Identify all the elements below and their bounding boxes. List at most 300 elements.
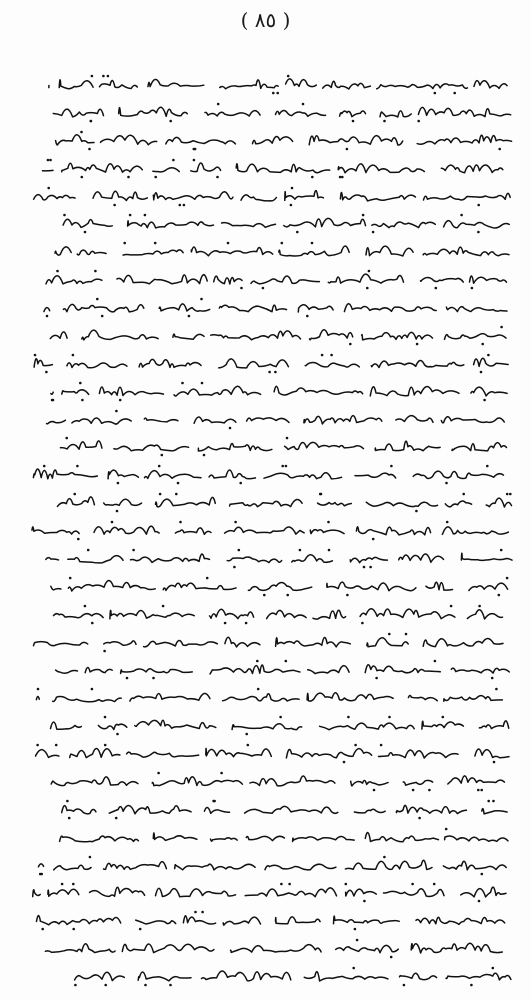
ink-stroke bbox=[442, 527, 508, 534]
ink-stroke bbox=[130, 694, 210, 702]
ink-stroke bbox=[135, 720, 216, 728]
ink-dot bbox=[81, 175, 84, 178]
ink-stroke bbox=[100, 80, 138, 88]
ink-dot bbox=[345, 883, 348, 886]
ink-dot bbox=[453, 92, 456, 95]
ink-dot bbox=[354, 744, 357, 747]
ink-stroke bbox=[236, 163, 330, 172]
ink-dot bbox=[411, 883, 414, 886]
ink-dot bbox=[281, 242, 284, 245]
ink-dot bbox=[91, 75, 94, 78]
ink-dot bbox=[123, 242, 126, 245]
ink-stroke bbox=[68, 580, 155, 590]
handwritten-line bbox=[28, 544, 516, 570]
ink-stroke bbox=[293, 836, 355, 841]
ink-dot bbox=[492, 967, 495, 970]
ink-dot bbox=[299, 549, 302, 552]
ink-stroke bbox=[486, 498, 511, 507]
handwritten-line-strokes bbox=[28, 683, 516, 709]
ink-stroke bbox=[183, 916, 215, 924]
ink-stroke bbox=[63, 304, 143, 311]
handwritten-line-strokes bbox=[28, 377, 516, 403]
ink-dot bbox=[247, 744, 250, 747]
ink-stroke bbox=[340, 192, 415, 200]
ink-dot bbox=[372, 538, 375, 541]
ink-dot bbox=[373, 789, 376, 792]
ink-stroke bbox=[159, 304, 210, 311]
ink-stroke bbox=[55, 247, 71, 255]
ink-dot bbox=[412, 789, 415, 792]
ink-stroke bbox=[365, 665, 440, 673]
ink-stroke bbox=[474, 358, 509, 366]
ink-dot bbox=[80, 130, 83, 133]
ink-dot bbox=[72, 353, 75, 356]
ink-dot bbox=[47, 158, 50, 161]
handwritten-line-strokes bbox=[28, 237, 516, 263]
ink-dot bbox=[217, 103, 220, 106]
ink-dot bbox=[96, 298, 99, 301]
ink-stroke bbox=[371, 360, 464, 367]
ink-stroke bbox=[210, 609, 254, 618]
ink-stroke bbox=[292, 555, 333, 563]
ink-stroke bbox=[191, 163, 221, 172]
ink-dot bbox=[481, 343, 484, 346]
ink-stroke bbox=[355, 473, 396, 478]
handwritten-line bbox=[28, 795, 516, 821]
ink-stroke bbox=[253, 136, 293, 143]
ink-dot bbox=[375, 677, 378, 680]
ink-stroke bbox=[354, 809, 385, 813]
ink-dot bbox=[88, 147, 91, 150]
ink-dot bbox=[434, 92, 437, 95]
ink-dot bbox=[90, 120, 93, 123]
ink-stroke bbox=[448, 776, 505, 784]
ink-stroke bbox=[44, 308, 50, 312]
ink-stroke bbox=[284, 219, 366, 228]
handwritten-line-strokes bbox=[28, 321, 516, 347]
ink-stroke bbox=[286, 749, 371, 758]
ink-stroke bbox=[122, 944, 214, 953]
ink-dot bbox=[129, 214, 132, 217]
ink-stroke bbox=[396, 805, 466, 813]
ink-dot bbox=[405, 632, 408, 635]
ink-dot bbox=[492, 800, 495, 803]
ink-dot bbox=[46, 315, 49, 318]
page-number: ( ٨٥ ) bbox=[240, 8, 291, 32]
ink-dot bbox=[162, 604, 165, 607]
handwritten-line bbox=[28, 377, 516, 403]
ink-stroke bbox=[426, 582, 453, 590]
ink-dot bbox=[462, 493, 465, 496]
ink-dot bbox=[200, 298, 203, 301]
ink-dot bbox=[111, 521, 114, 524]
handwritten-line bbox=[28, 237, 516, 263]
handwritten-text-block bbox=[28, 70, 516, 990]
ink-dot bbox=[63, 214, 66, 217]
ink-stroke bbox=[367, 637, 408, 646]
ink-dot bbox=[193, 158, 196, 161]
ink-dot bbox=[126, 677, 129, 680]
ink-stroke bbox=[51, 392, 53, 394]
ink-dot bbox=[363, 566, 366, 569]
ink-stroke bbox=[469, 583, 508, 590]
ink-stroke bbox=[54, 865, 91, 870]
ink-stroke bbox=[47, 420, 66, 424]
ink-stroke bbox=[33, 469, 97, 479]
ink-stroke bbox=[452, 443, 507, 451]
ink-dot bbox=[356, 939, 359, 942]
ink-stroke bbox=[175, 528, 211, 534]
ink-stroke bbox=[350, 557, 387, 562]
ink-stroke bbox=[202, 971, 291, 981]
ink-stroke bbox=[174, 386, 261, 396]
ink-stroke bbox=[418, 107, 510, 116]
ink-dot bbox=[177, 482, 180, 485]
ink-stroke bbox=[230, 500, 303, 507]
handwritten-line bbox=[28, 600, 516, 626]
handwritten-line bbox=[28, 906, 516, 932]
ink-dot bbox=[256, 660, 259, 663]
ink-stroke bbox=[444, 221, 510, 228]
ink-stroke bbox=[377, 84, 468, 89]
ink-dot bbox=[144, 214, 147, 217]
ink-dot bbox=[363, 900, 366, 903]
ink-stroke bbox=[51, 777, 138, 786]
ink-dot bbox=[115, 817, 118, 820]
handwritten-line bbox=[28, 182, 516, 208]
ink-dot bbox=[262, 287, 265, 290]
ink-dot bbox=[321, 353, 324, 356]
ink-dot bbox=[91, 688, 94, 691]
handwritten-line bbox=[28, 878, 516, 904]
ink-dot bbox=[127, 175, 130, 178]
ink-dot bbox=[175, 493, 178, 496]
handwritten-line bbox=[28, 823, 516, 849]
ink-stroke bbox=[153, 833, 197, 840]
handwritten-line bbox=[28, 934, 516, 960]
ink-stroke bbox=[413, 471, 503, 478]
ink-dot bbox=[352, 967, 355, 970]
ink-dot bbox=[172, 158, 175, 161]
ink-dot bbox=[383, 120, 386, 123]
ink-dot bbox=[65, 437, 68, 440]
ink-stroke bbox=[323, 81, 371, 89]
ink-dot bbox=[34, 353, 37, 356]
handwritten-line bbox=[28, 349, 516, 375]
ink-stroke bbox=[471, 387, 507, 396]
ink-dot bbox=[79, 381, 82, 384]
ink-stroke bbox=[194, 417, 236, 423]
handwritten-line bbox=[28, 516, 516, 542]
ink-stroke bbox=[57, 497, 94, 507]
ink-stroke bbox=[45, 944, 115, 953]
ink-dot bbox=[154, 175, 157, 178]
ink-stroke bbox=[445, 334, 507, 340]
ink-stroke bbox=[62, 805, 96, 813]
ink-stroke bbox=[246, 836, 284, 840]
ink-dot bbox=[268, 370, 271, 373]
ink-dot bbox=[74, 984, 77, 987]
ink-stroke bbox=[309, 135, 403, 144]
ink-dot bbox=[81, 398, 84, 401]
ink-stroke bbox=[204, 807, 229, 813]
ink-stroke bbox=[191, 247, 272, 256]
ink-dot bbox=[36, 744, 39, 747]
ink-stroke bbox=[38, 863, 43, 866]
ink-dot bbox=[274, 370, 277, 373]
ink-stroke bbox=[265, 864, 336, 870]
ink-stroke bbox=[60, 441, 102, 449]
ink-dot bbox=[113, 203, 116, 206]
ink-stroke bbox=[479, 721, 508, 729]
ink-stroke bbox=[351, 780, 388, 785]
ink-stroke bbox=[441, 416, 504, 422]
ink-stroke bbox=[380, 111, 411, 117]
ink-dot bbox=[286, 594, 289, 597]
ink-stroke bbox=[214, 276, 242, 284]
ink-stroke bbox=[445, 501, 471, 507]
ink-dot bbox=[450, 604, 453, 607]
ink-stroke bbox=[206, 748, 271, 756]
ink-dot bbox=[483, 398, 486, 401]
ink-stroke bbox=[34, 359, 52, 367]
ink-dot bbox=[104, 716, 107, 719]
ink-stroke bbox=[286, 79, 317, 87]
ink-stroke bbox=[127, 752, 199, 757]
ink-dot bbox=[157, 772, 160, 775]
ink-stroke bbox=[139, 359, 201, 367]
ink-stroke bbox=[119, 107, 188, 116]
ink-dot bbox=[390, 465, 393, 468]
ink-stroke bbox=[227, 557, 281, 563]
handwritten-line-strokes bbox=[28, 823, 516, 849]
handwritten-line bbox=[28, 154, 516, 180]
handwritten-line-strokes bbox=[28, 516, 516, 542]
ink-stroke bbox=[304, 415, 382, 423]
ink-dot bbox=[346, 594, 349, 597]
ink-dot bbox=[40, 872, 43, 875]
ink-stroke bbox=[411, 944, 502, 954]
handwritten-line bbox=[28, 98, 516, 124]
ink-dot bbox=[347, 716, 350, 719]
ink-stroke bbox=[250, 776, 335, 786]
ink-stroke bbox=[417, 135, 511, 144]
ink-dot bbox=[279, 716, 282, 719]
ink-dot bbox=[290, 203, 293, 206]
ink-stroke bbox=[340, 111, 366, 117]
ink-stroke bbox=[166, 137, 236, 144]
ink-dot bbox=[234, 521, 237, 524]
ink-stroke bbox=[50, 332, 67, 339]
ink-stroke bbox=[72, 417, 131, 423]
ink-stroke bbox=[128, 221, 214, 228]
ink-stroke bbox=[109, 805, 191, 813]
ink-stroke bbox=[153, 167, 179, 171]
handwritten-line-strokes bbox=[28, 265, 516, 291]
ink-stroke bbox=[372, 222, 435, 228]
ink-stroke bbox=[441, 165, 503, 173]
ink-dot bbox=[61, 883, 64, 886]
ink-stroke bbox=[156, 889, 236, 897]
ink-stroke bbox=[482, 809, 507, 814]
ink-dot bbox=[486, 465, 489, 468]
ink-dot bbox=[152, 677, 155, 680]
ink-stroke bbox=[474, 81, 507, 89]
ink-dot bbox=[194, 911, 197, 914]
ink-stroke bbox=[34, 194, 76, 199]
ink-dot bbox=[66, 800, 69, 803]
ink-stroke bbox=[62, 163, 143, 172]
ink-dot bbox=[380, 744, 383, 747]
ink-stroke bbox=[424, 193, 511, 200]
ink-stroke bbox=[99, 387, 163, 396]
ink-stroke bbox=[53, 697, 122, 702]
ink-stroke bbox=[68, 556, 123, 563]
ink-dot bbox=[216, 175, 219, 178]
ink-stroke bbox=[318, 503, 352, 506]
ink-dot bbox=[169, 984, 172, 987]
ink-dot bbox=[480, 370, 483, 373]
ink-stroke bbox=[461, 888, 506, 898]
ink-stroke bbox=[445, 836, 508, 841]
ink-dot bbox=[119, 398, 122, 401]
ink-dot bbox=[286, 437, 289, 440]
handwritten-line-strokes bbox=[28, 126, 516, 152]
ink-stroke bbox=[123, 250, 183, 255]
ink-dot bbox=[477, 203, 480, 206]
ink-dot bbox=[388, 632, 391, 635]
handwritten-line bbox=[28, 460, 516, 486]
ink-dot bbox=[183, 203, 186, 206]
ink-stroke bbox=[344, 304, 436, 312]
ink-dot bbox=[227, 242, 230, 245]
ink-stroke bbox=[247, 417, 289, 422]
ink-stroke bbox=[108, 470, 138, 479]
ink-dot bbox=[352, 120, 355, 123]
ink-dot bbox=[224, 621, 227, 624]
ink-dot bbox=[94, 270, 97, 273]
ink-dot bbox=[89, 855, 92, 858]
ink-dot bbox=[240, 287, 243, 290]
handwritten-line-strokes bbox=[28, 488, 516, 514]
handwritten-line-strokes bbox=[28, 432, 516, 458]
ink-dot bbox=[491, 677, 494, 680]
ink-dot bbox=[139, 928, 142, 931]
ink-stroke bbox=[274, 386, 363, 395]
ink-stroke bbox=[375, 442, 440, 452]
ink-stroke bbox=[198, 444, 271, 451]
handwritten-line-strokes bbox=[28, 544, 516, 570]
ink-dot bbox=[158, 465, 161, 468]
handwritten-line-strokes bbox=[28, 711, 516, 737]
ink-dot bbox=[104, 744, 107, 747]
ink-stroke bbox=[336, 946, 399, 953]
ink-dot bbox=[442, 716, 445, 719]
ink-stroke bbox=[400, 973, 437, 979]
ink-stroke bbox=[51, 722, 82, 729]
ink-stroke bbox=[34, 641, 88, 645]
ink-dot bbox=[276, 92, 279, 95]
ink-dot bbox=[477, 231, 480, 234]
handwritten-line bbox=[28, 767, 516, 793]
ink-stroke bbox=[56, 134, 94, 144]
ink-stroke bbox=[98, 724, 127, 729]
ink-stroke bbox=[362, 332, 433, 340]
ink-dot bbox=[366, 287, 369, 290]
ink-dot bbox=[43, 465, 46, 468]
handwritten-line-strokes bbox=[28, 628, 516, 654]
ink-stroke bbox=[136, 920, 176, 924]
ink-stroke bbox=[225, 527, 305, 534]
ink-stroke bbox=[148, 79, 204, 86]
ink-dot bbox=[372, 231, 375, 234]
ink-dot bbox=[45, 370, 48, 373]
ink-stroke bbox=[408, 696, 437, 701]
ink-stroke bbox=[104, 499, 142, 505]
ink-stroke bbox=[46, 558, 59, 560]
ink-stroke bbox=[153, 191, 233, 199]
ink-stroke bbox=[219, 359, 289, 368]
ink-dot bbox=[500, 549, 503, 552]
ink-stroke bbox=[328, 274, 403, 283]
ink-stroke bbox=[223, 694, 300, 701]
handwritten-line bbox=[28, 265, 516, 291]
ink-stroke bbox=[396, 415, 433, 422]
ink-stroke bbox=[313, 610, 346, 619]
ink-stroke bbox=[82, 330, 158, 340]
ink-dot bbox=[306, 315, 309, 318]
ink-stroke bbox=[451, 669, 509, 674]
ink-stroke bbox=[163, 583, 236, 590]
ink-dot bbox=[281, 465, 284, 468]
ink-dot bbox=[77, 538, 80, 541]
ink-dot bbox=[37, 688, 40, 691]
ink-dot bbox=[72, 928, 75, 931]
ink-dot bbox=[213, 800, 216, 803]
ink-stroke bbox=[131, 554, 210, 562]
ink-stroke bbox=[276, 917, 321, 924]
handwritten-line bbox=[28, 432, 516, 458]
ink-stroke bbox=[104, 640, 136, 644]
ink-dot bbox=[433, 883, 436, 886]
ink-stroke bbox=[248, 582, 311, 590]
ink-stroke bbox=[475, 749, 509, 758]
ink-stroke bbox=[144, 418, 178, 422]
ink-stroke bbox=[145, 471, 202, 479]
ink-stroke bbox=[209, 470, 255, 479]
ink-stroke bbox=[225, 637, 260, 647]
ink-stroke bbox=[384, 889, 445, 897]
ink-stroke bbox=[356, 527, 430, 535]
handwritten-line bbox=[28, 683, 516, 709]
ink-dot bbox=[285, 465, 288, 468]
ink-dot bbox=[362, 214, 365, 217]
ink-dot bbox=[87, 549, 90, 552]
handwritten-line bbox=[28, 293, 516, 319]
ink-dot bbox=[446, 521, 449, 524]
ink-dot bbox=[383, 855, 386, 858]
ink-dot bbox=[280, 883, 283, 886]
ink-dot bbox=[101, 315, 104, 318]
ink-stroke bbox=[327, 582, 416, 591]
ink-stroke bbox=[245, 806, 338, 813]
ink-dot bbox=[403, 984, 406, 987]
ink-stroke bbox=[421, 278, 464, 283]
ink-dot bbox=[56, 270, 59, 273]
handwritten-line bbox=[28, 739, 516, 765]
ink-stroke bbox=[114, 446, 189, 452]
ink-stroke bbox=[423, 247, 509, 256]
